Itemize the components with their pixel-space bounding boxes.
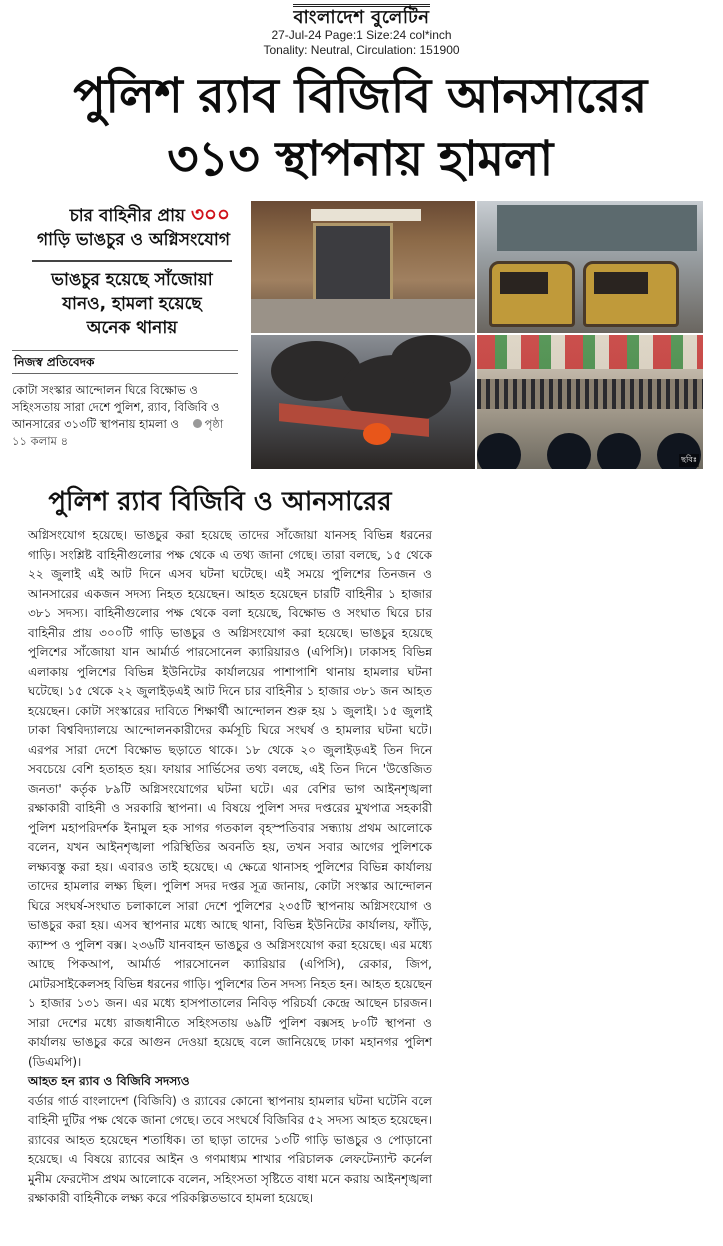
masthead [0,4,723,58]
subhead-line-2: যানও, হামলা হয়েছে [62,294,202,314]
left-column [12,202,238,450]
divider [32,260,232,262]
article-body [28,526,432,1209]
photo-police-crowd [477,335,703,469]
body-paragraph-2: বর্ডার গার্ড বাংলাদেশ (বিজিবি) ও র‍্যাবের কোনো স্থাপনায় হামলার ঘটনা ঘটেনি বলে বাহিনী দুটির পক্ষ থেকে জানা গেছে। তবে সংঘর্ষে বিজিবির ৫২ সদস্য আহত হয়েছেন। র‍্যাবের আহত হয়েছেন শতাধিক। তা ছাড়া তাদের ১৩টি গাড়ি ভাঙচুর ও পোড়ানো হয়েছে। এ বিষয়ে র‍্যাবের আইন ও গণমাধ্যম শাখার পরিচালক লেফটেন্যান্ট কর্নেল মুনীম ফেরদৌস প্রথম আলোকে বলেন, সহিংসতা সৃষ্টিতে বাধা মনে করায় আইনশৃঙ্খলা রক্ষাকারী বাহিনীকে লক্ষ্য করে পরিকল্পিতভাবে হামলা হয়েছে। [28,1093,432,1205]
subhead-line-1: ভাঙচুর হয়েছে সাঁজোয়া [51,270,213,290]
subhead-line-3: অনেক থানায় [86,318,178,338]
body-subheading: আহত হন র‍্যাব ও বিজিবি সদস্যও [28,1074,190,1088]
headline-line-1: পুলিশ র‍্যাব বিজিবি আনসারের [73,68,647,124]
photo-vandalized-office [251,201,475,333]
clip-meta-tonality: Tonality: Neutral, Circulation: 151900 [263,43,460,57]
kicker [12,202,238,252]
lead-text: কোটা সংস্কার আন্দোলন ঘিরে বিক্ষোভ ও সহিংসতায় সারা দেশে পুলিশ, র‍্যাব, বিজিবি ও আনসারের ৩১৩টি স্থাপনায় হামলা ও [12,383,220,431]
main-headline [20,64,700,190]
clip-meta-date-size: 27-Jul-24 Page:1 Size:24 col*inch [271,28,452,42]
headline-line-2: ৩১৩ স্থাপনায় হামলা [167,131,553,187]
bullet-dot-icon [193,419,202,428]
photo-credit: ছবিঃ [679,454,699,467]
jump-headline: পুলিশ র‍্যাব বিজিবি ও আনসারের [48,487,392,517]
subheadline [12,268,238,340]
continued-on: পৃষ্ঠা ১১ কলাম ৪ [12,417,224,448]
kicker-line-2: গাড়ি ভাঙচুর ও অগ্নিসংযোগ [37,230,230,250]
photo-collage [251,201,703,469]
kicker-pre: চার বাহিনীর প্রায় [69,206,186,226]
lead-paragraph [12,382,238,450]
kicker-number: ৩০০ [190,202,230,226]
body-paragraph-1: অগ্নিসংযোগ হয়েছে। ভাঙচুর করা হয়েছে তাদের সাঁজোয়া যানসহ বিভিন্ন ধরনের গাড়ি। সংশ্লিষ্ট বাহিনীগুলোর পক্ষ থেকে এ তথ্য জানা গেছে। তারা বলছে, ১৫ থেকে ২২ জুলাই এই আট দিনে এসব ঘটনা ঘটেছে। এই সময়ে পুলিশের তিনজন ও আনসারের একজন সদস্য নিহত হয়েছেন। আহত হয়েছেন চারটি বাহিনীর ১ হাজার ৩৮১ সদস্য। বাহিনীগুলোর পক্ষ থেকে বলা হয়েছে, বিক্ষোভ ও সংঘাত ঘিরে চার বাহিনীর প্রায় ৩০০টি গাড়ি ভাঙচুর ও অগ্নিসংযোগ করা হয়েছে। ভাঙচুর হয়েছে পুলিশের সাঁজোয়া যান আর্মার্ড পারসোনেল ক্যারিয়ারও (এপিসি)। ঢাকাসহ বিভিন্ন এলাকায় পুলিশের বিভিন্ন ইউনিটের কার্যালয়ের পাশাপাশি থানায় হামলার ঘটনা ঘটেছে। ১৫ থেকে ২২ জুলাইড়এই আট দিনে চার বাহিনীর ১ হাজার ৩৮১ জন আহত হয়েছেন। কোটা সংস্কারের দাবিতে শিক্ষার্থী আন্দোলন শুরু হয় ১ জুলাই। ১৫ জুলাই ঢাকা বিশ্ববিদ্যালয়ে আন্দোলনকারীদের কর্মসূচি ঘিরে সংঘর্ষ ও হামলার ঘটনা ঘটে। এরপর সারা দেশে বিক্ষোভ ছড়াতে থাকে। ১৮ থেকে ২০ জুলাইড়এই তিন দিনে সবচেয়ে বেশি হতাহত হয়। ফায়ার সার্ভিসের তথ্য বলছে, এই তিন দিনে 'উত্তেজিত জনতা' কর্তৃক ৮৯টি অগ্নিসংযোগের ঘটনা ঘটে। এর বেশির ভাগ আইনশৃঙ্খলা রক্ষাকারী বাহিনী ও সরকারি স্থাপনা। এ বিষয়ে পুলিশ সদর দপ্তরের মুখপাত্র সহকারী পুলিশ মহাপরিদর্শক ইনামুল হক সাগর গতকাল বৃহস্পতিবার সন্ধ্যায় প্রথম আলোকে বলেন, যখন আইনশৃঙ্খলা পরিস্থিতির অবনতি হয়, তখন সবার আগের পুলিশকে লক্ষ্যবস্তু করা হয়। এবারও তাই হয়েছে। এ ক্ষেত্রে থানাসহ পুলিশের বিভিন্ন কার্যালয় তাদের হামলার লক্ষ্য ছিল। পুলিশ সদর দপ্তর সূত্র জানায়, কোটা সংস্কার আন্দোলন ঘিরে সংঘর্ষ-সংঘাত চলাকালে সারা দেশে পুলিশের ২৩৫টি স্থাপনায় অগ্নিসংযোগ ও ভাঙচুর করা হয়। এসব স্থাপনার মধ্যে আছে থানা, বিভিন্ন ইউনিটের কার্যালয়, ফাঁড়ি, ক্যাম্প ও পুলিশ বক্স। ২৩৬টি যানবাহন ভাঙচুর ও অগ্নিসংযোগ করা হয়েছে। এর মধ্যে আছে পিকআপ, আর্মার্ড পারসোনেল ক্যারিয়ার (এপিসি), রেকার, জিপ, মোটরসাইকেলসহ বিভিন্ন ধরনের গাড়ি। পুলিশের তিন সদস্য নিহত হন। আহত হয়েছেন ১ হাজার ১৩১ জন। এর মধ্যে হাসপাতালের নিবিড় পরিচর্যা কেন্দ্রে আছেন চারজন। সারা দেশের মধ্যে রাজধানীতে সহিংসতায় ৬৯টি পুলিশ বক্সসহ ৮০টি স্থাপনা ও কার্যালয় ভাঙচুর করে আগুন দেওয়া হয়েছে বলে জানিয়েছে ঢাকা মহানগর পুলিশ (ডিএমপি)। [28,528,432,1069]
photo-burnt-vehicles [477,201,703,333]
byline: নিজস্ব প্রতিবেদক [12,350,238,374]
newspaper-logo: বাংলাদেশ বুলেটিন [293,4,429,28]
photo-fire-smoke [251,335,475,469]
